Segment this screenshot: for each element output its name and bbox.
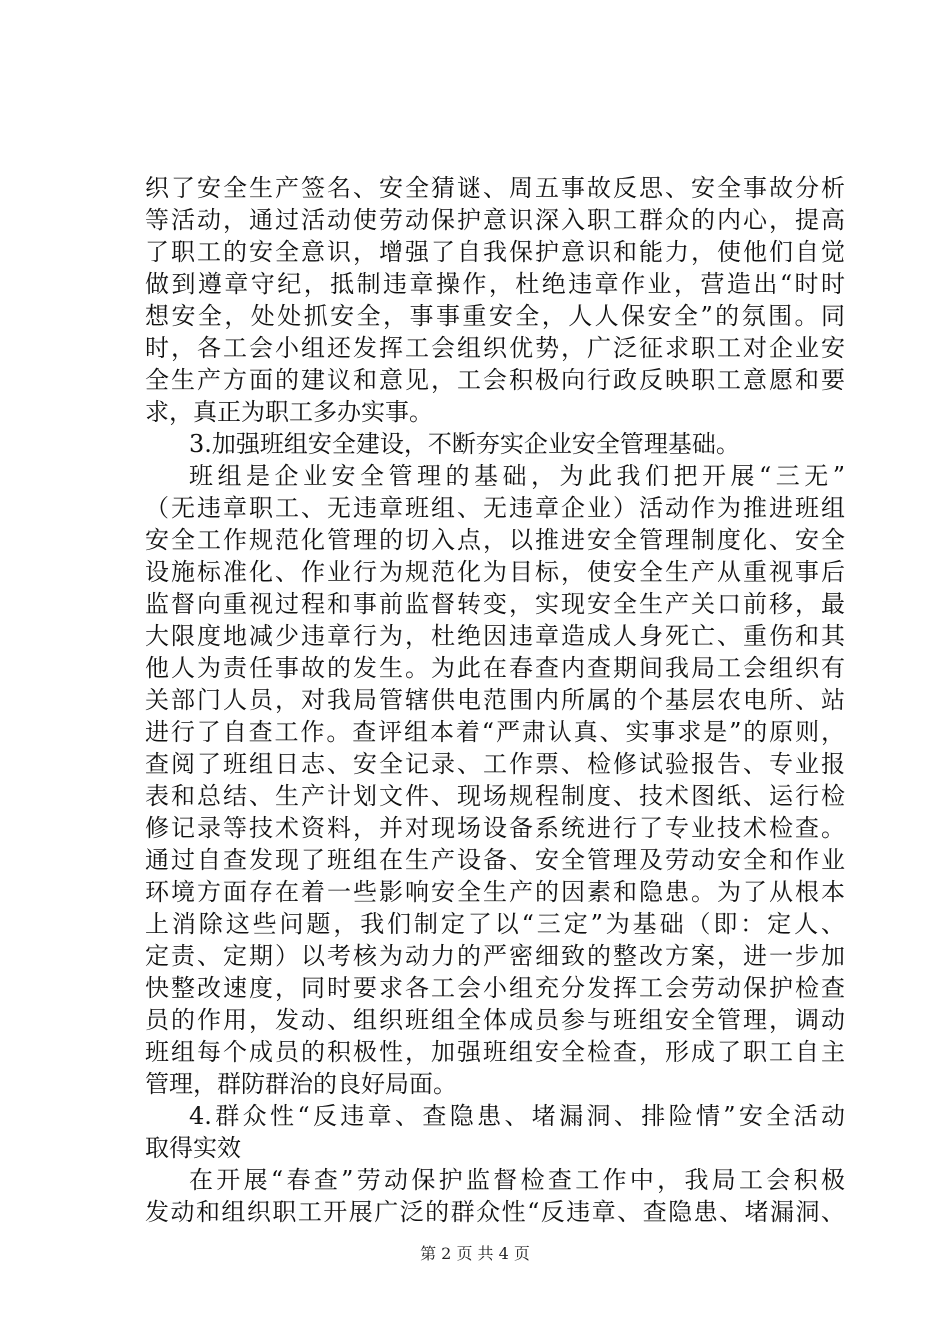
text-line: 做到遵章守纪，抵制违章操作，杜绝违章作业，营造出“时时 (145, 270, 845, 298)
text-line: 查阅了班组日志、安全记录、工作票、检修试验报告、专业报 (145, 750, 845, 778)
text-line: 设施标准化、作业行为规范化为目标，使安全生产从重视事后 (145, 558, 845, 586)
text-line: 监督向重视过程和事前监督转变，实现安全生产关口前移，最 (145, 590, 845, 618)
text-line: 时，各工会小组还发挥工会组织优势，广泛征求职工对企业安 (145, 334, 845, 362)
body-text (145, 172, 845, 1228)
text-line: 发动和组织职工开展广泛的群众性“反违章、查隐患、堵漏洞、 (145, 1198, 845, 1226)
text-line: 关部门人员，对我局管辖供电范围内所属的个基层农电所、站 (145, 686, 845, 714)
text-line: 想安全，处处抓安全，事事重安全，人人保安全”的氛围。同 (145, 302, 845, 330)
text-line: 4.群众性“反违章、查隐患、堵漏洞、排险情”安全活动 (189, 1102, 845, 1130)
text-line: 了职工的安全意识，增强了自我保护意识和能力，使他们自觉 (145, 238, 845, 266)
text-line: （无违章职工、无违章班组、无违章企业）活动作为推进班组 (145, 494, 845, 522)
text-line: 全生产方面的建议和意见，工会积极向行政反映职工意愿和要 (145, 366, 845, 394)
text-line: 大限度地减少违章行为，杜绝因违章造成人身死亡、重伤和其 (145, 622, 845, 650)
text-line: 环境方面存在着一些影响安全生产的因素和隐患。为了从根本 (145, 878, 845, 906)
text-line: 3.加强班组安全建设，不断夯实企业安全管理基础。 (189, 430, 740, 458)
text-line: 在开展“春查”劳动保护监督检查工作中，我局工会积极 (189, 1166, 845, 1194)
text-line: 管理，群防群治的良好局面。 (145, 1070, 457, 1098)
text-line: 修记录等技术资料，并对现场设备系统进行了专业技术检查。 (145, 814, 845, 842)
text-line: 他人为责任事故的发生。为此在春查内查期间我局工会组织有 (145, 654, 845, 682)
text-line: 求，真正为职工多办实事。 (145, 398, 433, 426)
text-line: 上消除这些问题，我们制定了以“三定”为基础（即：定人、 (145, 910, 845, 938)
text-line: 快整改速度，同时要求各工会小组充分发挥工会劳动保护检查 (145, 974, 845, 1002)
text-line: 通过自查发现了班组在生产设备、安全管理及劳动安全和作业 (145, 846, 845, 874)
text-line: 定责、定期）以考核为动力的严密细致的整改方案，进一步加 (145, 942, 845, 970)
text-line: 安全工作规范化管理的切入点，以推进安全管理制度化、安全 (145, 526, 845, 554)
text-line: 表和总结、生产计划文件、现场规程制度、技术图纸、运行检 (145, 782, 845, 810)
text-line: 等活动，通过活动使劳动保护意识深入职工群众的内心，提高 (145, 206, 845, 234)
text-line: 员的作用，发动、组织班组全体成员参与班组安全管理，调动 (145, 1006, 845, 1034)
text-line: 织了安全生产签名、安全猜谜、周五事故反思、安全事故分析 (145, 174, 845, 202)
text-line: 取得实效 (145, 1134, 241, 1162)
text-line: 进行了自查工作。查评组本着“严肃认真、实事求是”的原则， (145, 718, 845, 746)
page-footer: 第 2 页 共 4 页 (420, 1244, 530, 1263)
text-line: 班组每个成员的积极性，加强班组安全检查，形成了职工自主 (145, 1038, 845, 1066)
text-line: 班组是企业安全管理的基础，为此我们把开展“三无” (189, 462, 845, 490)
